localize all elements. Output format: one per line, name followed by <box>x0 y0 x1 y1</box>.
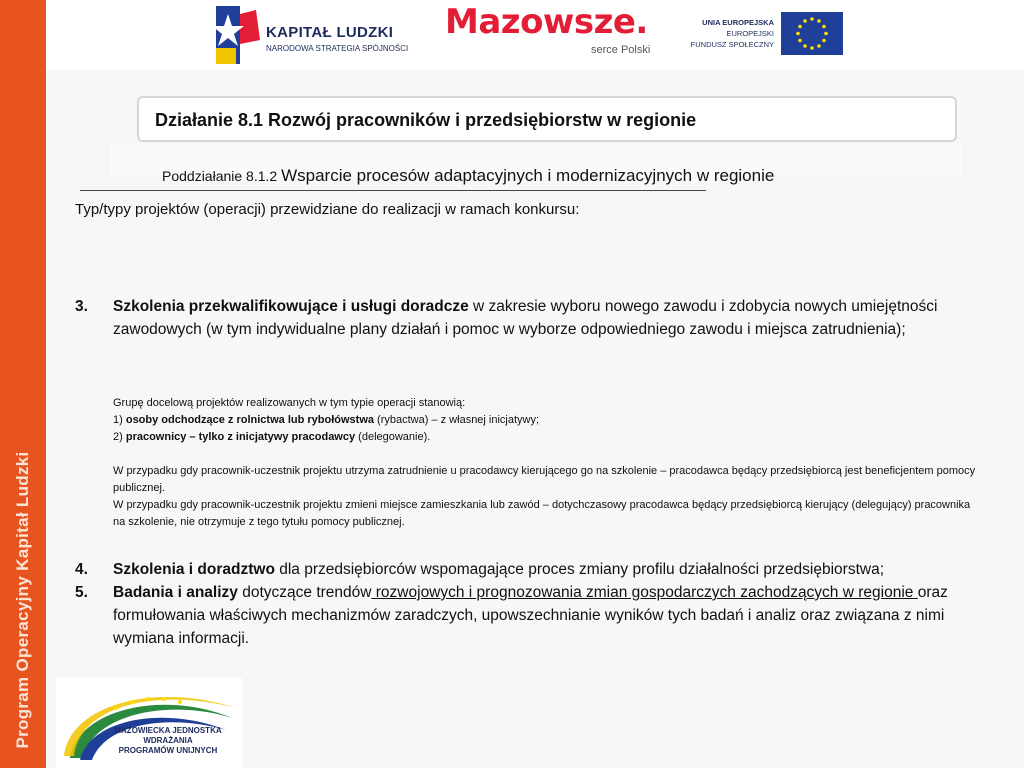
eu-line-1: UNIA EUROPEJSKA <box>702 18 774 27</box>
kapital-ludzki-subtitle: NARODOWA STRATEGIA SPÓJNOŚCI <box>266 44 409 53</box>
list-item-body <box>113 295 985 341</box>
list-number: 4. <box>75 561 88 578</box>
title-box <box>137 96 957 142</box>
subtitle-main: Wsparcie procesów adaptacyjnych i modernizacyjnych w regionie <box>281 166 775 185</box>
item-5-bold: Badania i analizy <box>113 584 238 601</box>
eu-flag-icon <box>781 12 843 55</box>
target-group-2: 2) pracownicy – tylko z inicjatywy pracodawcy (delegowanie). <box>113 431 431 443</box>
target-group-intro: Grupę docelową projektów realizowanych w tym typie operacji stanowią: <box>113 397 466 409</box>
eu-line-2: EUROPEJSKI <box>726 29 774 38</box>
mazowsze-wordmark: Mazowsze. <box>445 2 648 42</box>
item-5-underlined: rozwojowych i prognozowania zmian gospodarczych zachodzących w regionie <box>371 584 918 601</box>
item-5-text-1: dotyczące trendów <box>237 584 372 601</box>
mj-line-2: WDRAŻANIA <box>143 736 193 745</box>
mazowsze-subtitle: serce Polski <box>591 44 651 56</box>
list-item-body <box>113 581 985 650</box>
mazowiecka-jednostka-logo <box>56 678 242 768</box>
mj-line-3: PROGRAMÓW UNIJNYCH <box>118 746 218 755</box>
note-paragraph-1: W przypadku gdy pracownik-uczestnik projektu utrzyma zatrudnienie u pracodawcy kierującego go na szkolenie – pracodawca będący przedsiębiorcą jest beneficjentem pomocy publicznej. <box>113 465 976 494</box>
item-3-bold: Szkolenia przekwalifikowujące i usługi doradcze <box>113 298 469 315</box>
mj-line-1: MAZOWIECKA JEDNOSTKA <box>114 726 222 735</box>
target-group-1: 1) osoby odchodzące z rolnictwa lub rybołówstwa (rybactwa) – z własnej inicjatywy; <box>113 414 540 426</box>
list-number: 5. <box>75 584 88 601</box>
divider-line <box>80 190 706 191</box>
public-aid-notes <box>113 463 985 531</box>
list-number: 3. <box>75 298 88 315</box>
mazowiecka-text <box>98 726 238 756</box>
item-4-bold: Szkolenia i doradztwo <box>113 561 275 578</box>
target-group-block <box>113 395 985 446</box>
kapital-ludzki-star-icon <box>210 4 262 66</box>
list-item-body <box>113 558 985 581</box>
page-subtitle <box>162 166 774 186</box>
item-4-text: dla przedsiębiorców wspomagające proces zmiany profilu działalności przedsiębiorstwa; <box>274 561 885 578</box>
sidebar-program-text: Program Operacyjny Kapitał Ludzki <box>13 451 32 749</box>
eu-logo <box>688 12 848 60</box>
item-3-text: w zakresie wyboru nowego zawodu i zdobycia nowych umiejętności zawodowych (w tym indywidualne plany działań i pomoc w wyborze odpowiedniego zawodu i miejsca zatrudnienia); <box>113 298 938 338</box>
project-types-heading: Typ/typy projektów (operacji) przewidziane do realizacji w ramach konkursu: <box>75 201 580 218</box>
eu-line-3: FUNDUSZ SPOŁECZNY <box>690 40 774 49</box>
subtitle-prefix: Poddziałanie 8.1.2 <box>162 168 282 184</box>
page-title: Działanie 8.1 Rozwój pracowników i przedsiębiorstw w regionie <box>155 110 697 130</box>
item-5-text-2: oraz formułowania właściwych mechanizmów zaradczych, upowszechnianie wyników tych badań i analiz oraz związana z nimi wymiana informacji. <box>113 584 948 647</box>
eu-text <box>688 17 774 50</box>
sidebar <box>0 0 46 768</box>
note-paragraph-2: W przypadku gdy pracownik-uczestnik projektu zmieni miejsce zamieszkania lub zawód – dotychczasowy pracodawca będący przedsiębiorcą kierujący (delegujący) pracownika na szkolenie, nie otrzymuje z tego tytułu pomocy publicznej. <box>113 499 971 528</box>
kapital-ludzki-title: KAPITAŁ LUDZKI <box>266 24 394 41</box>
kapital-ludzki-logo <box>210 4 410 66</box>
mazowsze-logo <box>445 2 660 63</box>
